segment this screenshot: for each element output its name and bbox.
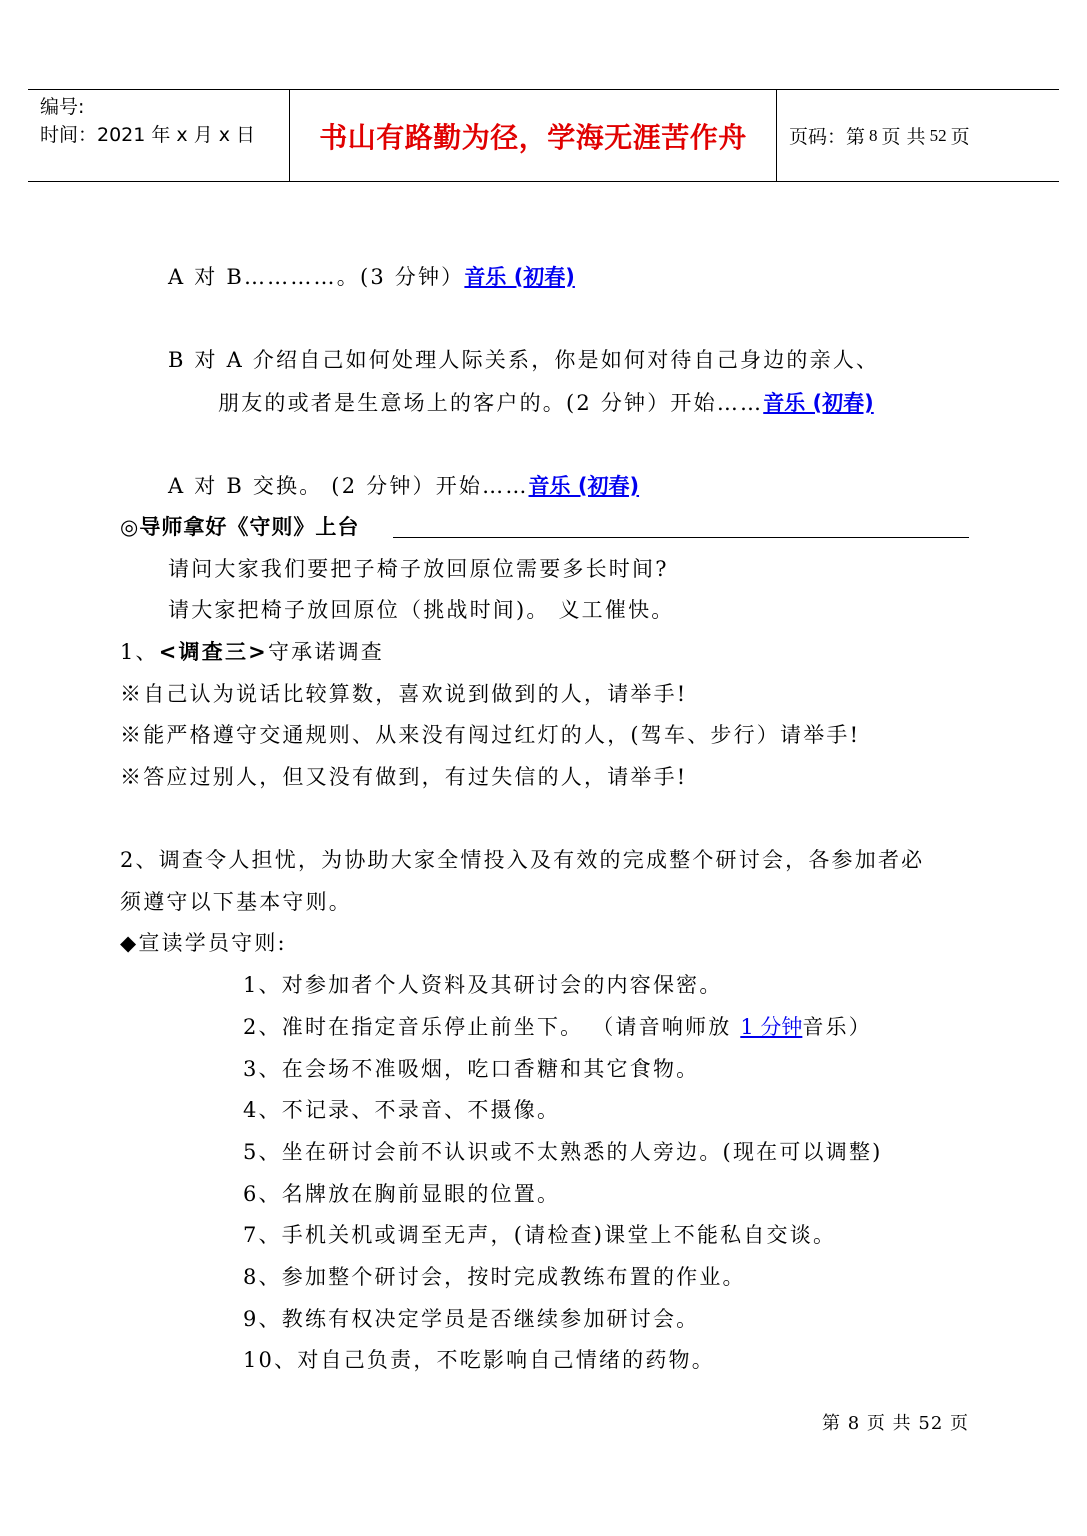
page-prefix: 页码：第 xyxy=(789,126,866,148)
underline-rule xyxy=(393,537,969,538)
rule-item: 2、准时在指定音乐停止前坐下。 （请音响师放 1 分钟音乐） xyxy=(243,1015,872,1039)
music-link[interactable]: 音乐 (初春) xyxy=(464,265,575,289)
music-link[interactable]: 音乐 (初春) xyxy=(528,474,640,498)
survey-heading: 1、<调查三>守承诺调查 xyxy=(120,640,384,664)
rule-item: 8、参加整个研讨会，按时完成教练布置的作业。 xyxy=(243,1265,746,1289)
survey-title: <调查三> xyxy=(158,640,268,664)
rule-item: 10、对自己负责，不吃影响自己情绪的药物。 xyxy=(243,1348,715,1372)
section-heading: ◎导师拿好《守则》上台 xyxy=(120,515,360,539)
document-date: 时间：2021 年 x 月 x 日 xyxy=(40,124,256,146)
rule-item: 9、教练有权决定学员是否继续参加研讨会。 xyxy=(243,1307,700,1331)
instruction-line-2a: B 对 A 介绍自己如何处理人际关系，你是如何对待自己身边的亲人、 xyxy=(168,348,880,372)
header-meta xyxy=(28,90,290,181)
paragraph-2-line-2: 须遵守以下基本守则。 xyxy=(120,890,352,914)
page-mid: 页 共 xyxy=(881,126,926,148)
rule-item: 3、在会场不准吸烟，吃口香糖和其它食物。 xyxy=(243,1057,700,1081)
document-number-label: 编号: xyxy=(40,96,85,118)
header-motto: 书山有路勤为径，学海无涯苦作舟 xyxy=(290,90,777,181)
page-footer: 第 8 页 共 52 页 xyxy=(822,1413,969,1434)
page-total: 52 xyxy=(929,125,947,145)
instruction-line-3: A 对 B 交换。 (2 分钟）开始……音乐 (初春) xyxy=(168,474,640,498)
paragraph-2-line-1: 2、调查令人担忧，为协助大家全情投入及有效的完成整个研讨会，各参加者必 xyxy=(120,848,925,872)
rule-item: 6、名牌放在胸前显眼的位置。 xyxy=(243,1182,561,1206)
rule-item: 1、对参加者个人资料及其研讨会的内容保密。 xyxy=(243,973,723,997)
rule-item: 7、手机关机或调至无声，(请检查)课堂上不能私自交谈。 xyxy=(243,1223,837,1247)
rule-item: 5、坐在研讨会前不认识或不太熟悉的人旁边。(现在可以调整) xyxy=(243,1140,883,1164)
question-1: 请问大家我们要把子椅子放回原位需要多长时间? xyxy=(168,557,669,581)
survey-bullet: ※答应过别人，但又没有做到，有过失信的人，请举手! xyxy=(120,765,688,789)
one-minute-link[interactable]: 1 分钟 xyxy=(740,1015,803,1039)
instruction-line-2b: 朋友的或者是生意场上的客户的。(2 分钟）开始……音乐 (初春) xyxy=(218,391,874,415)
survey-bullet: ※能严格遵守交通规则、从来没有闯过红灯的人，(驾车、步行）请举手! xyxy=(120,723,861,747)
instruction-line-1: A 对 B…………。(3 分钟）音乐 (初春) xyxy=(168,265,575,289)
rule-item: 4、不记录、不录音、不摄像。 xyxy=(243,1098,561,1122)
document-header xyxy=(28,89,1059,182)
header-page-info xyxy=(777,90,1059,181)
rules-heading: ◆宣读学员守则: xyxy=(120,931,287,955)
page-suffix: 页 xyxy=(950,126,970,148)
survey-bullet: ※自己认为说话比较算数，喜欢说到做到的人，请举手! xyxy=(120,682,688,706)
question-2: 请大家把椅子放回原位（挑战时间)。 义工催快。 xyxy=(168,598,675,622)
page-current: 8 xyxy=(869,125,878,145)
music-link[interactable]: 音乐 (初春) xyxy=(763,391,874,415)
